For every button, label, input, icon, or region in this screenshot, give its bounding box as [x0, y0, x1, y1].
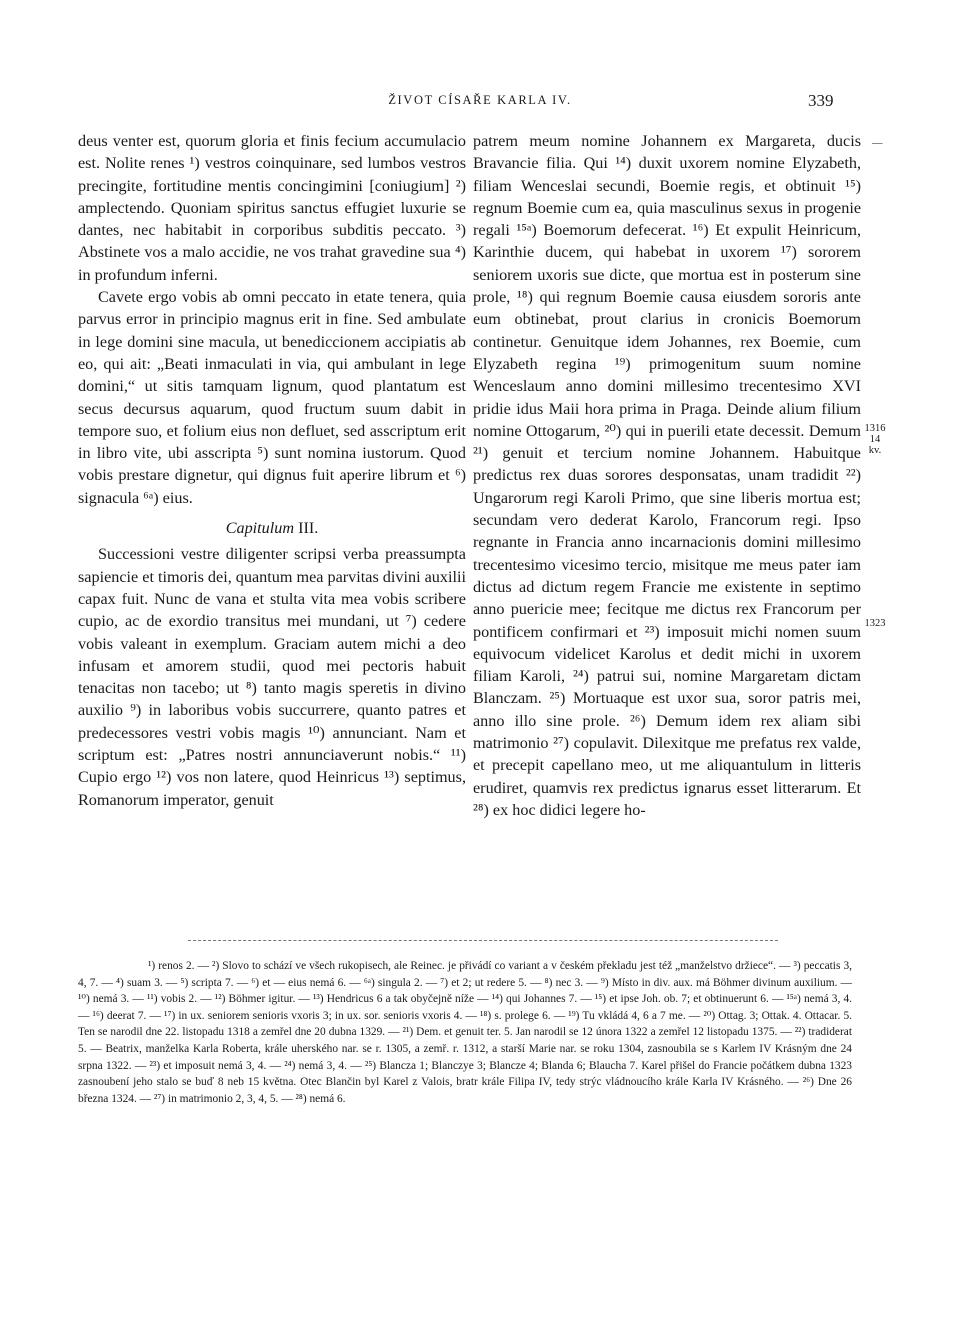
left-paragraph-1: deus venter est, quorum gloria et finis fecium accumulacio est. Nolite renes ¹) vestros coinquinare, sed lumbos vestros precingite, fortitudine mentis concingimini [coniugium] ²) amplectendo. Quoniam spiritus sanctus effugiet luxurie se dantes, nec habitabit in corporibus subditis peccato. ³) Abstinete vos a malo accidie, ne vos trahat gravedine sua ⁴) in profundum inferni.: [78, 132, 466, 284]
margin-note-month: kv.: [868, 445, 882, 456]
chapter-word: Capitulum: [225, 519, 295, 538]
margin-note-year: 1316: [864, 423, 886, 434]
margin-note-1323: 1323: [864, 618, 886, 629]
chapter-number: III.: [298, 519, 319, 538]
margin-note-1316: [860, 423, 890, 456]
right-paragraph-1: patrem meum nomine Johannem ex Margareta, ducis Bravancie filia. Qui ¹⁴) duxit uxorem nomine Elyzabeth, filiam Wenceslai secundi, Boemie regis, et obtinuit ¹⁵) regnum Boemie cum ea, quia masculinus sexus in progenie regali ¹⁵ᵃ) Boemorum defecerat. ¹⁶) Et expulit Heinricum, Karinthie ducem, qui habebat in uxorem ¹⁷) sororem seniorem uxoris sue dicte, que mortua est in posterum sine prole, ¹⁸) qui regnum Boemie causa eiusdem sororis ante eum obtinebat, prout clarius in cronicis Boemorum continetur. Genuitque idem Johannes, rex Boemie, cum Elyzabeth regina ¹⁹) primogenitum suum nomine Wenceslaum anno domini millesimo trecentesimo XVI pridie idus Maii hora prima in Praga. Deinde alium filium nomine Ottogarum, ²⁰) qui in puerili etate decessit. Demum ²¹) genuit et tercium nomine Johannem. Habuitque predictus rex duas sorores desponsatas, unam tradidit ²²) Ungarorum regi Karoli Primo, que sine liberis mortua est; secundam vero dederat Karolo, Francorum regi. Ipso regnante in Francia anno incarnacionis domini millesimo trecentesimo vicesimo tercio, misitque me meus pater iam dictus ad dictum regem Francie me existente in septimo anno puericie mee; fecitque me dictus rex Francorum per pontificem confirmari et ²³) imposuit michi nomen suum equivocum videlicet Karolus et dedit michi in uxorem filiam Karoli, ²⁴) patrui sui, nomine Margaretam dictam Blanczam. ²⁵) Mortuaque est uxor sua, soror patris mei, anno illo sine prole. ²⁶) Demum idem rex aliam sibi matrimonio ²⁷) copulavit. Dilexitque me prefatus rex valde, et precepit capellano meo, ut me aliquantulum in litteris erudiret, quamvis rex predictus ignarus esset litterarum. Et ²⁸) ex hoc didici legere ho-: [473, 132, 861, 819]
left-paragraph-3: Successioni vestre diligenter scripsi verba preassumpta sapiencie et timoris dei, quantum mea parvitas divini auxilii capax fuit. Nunc de vana et stulta vita mea vobis scribere cupio, ac de exordio transitus mei mundani, ut ⁷) cedere vobis valeant in exemplum. Graciam autem michi a deo infusam et amorem studii, quod mei pectoris habuit tenacitas non tacebo; ut ⁸) tanto magis speretis in divino auxilio ⁹) in laboribus vobis succurrere, quanto patres et predecessores vestri vobis magis ¹⁰) annunciant. Nam et scriptum est: „Patres nostri annunciaverunt nobis.“ ¹¹) Cupio ergo ¹²) vos non latere, quod Heinricus ¹³) septimus, Romanorum imperator, genuit: [78, 545, 466, 809]
footnotes: [78, 958, 852, 1107]
footnotes-text: ¹) renos 2. — ²) Slovo to schází ve všech rukopisech, ale Reinec. je přivádí co variant a v českém překladu jest též „manželstvo držiece“. — ³) peccatis 3, 4, 7. — ⁴) suam 3. — ⁵) scripta 7. — ⁶) et — eius nemá 6. — ⁶ᵃ) singula 2. — ⁷) et 2; ut redere 5. — ⁸) nec 3. — ⁹) Místo in div. aux. má Böhmer divinum auxilium. — ¹⁰) nemá 3. — ¹¹) vobis 2. — ¹²) Böhmer igitur. — ¹³) Hendricus 6 a tak obyčejně níže — ¹⁴) qui Johannes 7. — ¹⁵) et ipse Joh. ob. 7; et obtinuerunt 6. — ¹⁵ᵃ) nemá 3, 4. — ¹⁶) deerat 7. — ¹⁷) in ux. seniorem senioris vxoris 3; in ux. sor. senioris vxoris 4. — ¹⁸) s. prolege 6. — ¹⁹) Tu vkládá 4, 6 a 7 me. — ²⁰) Ottag. 3; Ottak. 4. Ottacar. 5. Ten se narodil dne 22. listopadu 1318 a zemřel dne 20 dubna 1329. — ²¹) Dem. et genuit ter. 5. Jan narodil se 12 února 1322 a zemřel 12 listopadu 1375. — ²²) tradiderat 5. — Beatrix, manželka Karla Roberta, krále uherského nar. se r. 1305, a zemř. r. 1312, a starší Marie nar. se roku 1304, zasnoubila se s Karlem IV Krásným dne 24 srpna 1322. — ²³) et imposuit nemá 3, 4. — ²⁴) nemá 3, 4. — ²⁵) Blancza 1; Blanczye 3; Blancze 4; Blanda 6; Blaucha 7. Karel přišel do Francie počátkem dubna 1323 zasnoubení jeho stalo se buď 8 neb 15 května. Otec Blančin byl Karel z Valois, bratr krále Filipa IV, tedy strýc vládnoucího krále Karla IV Krásného. — ²⁶) Dne 26 března 1324. — ²⁷) in matrimonio 2, 3, 4, 5. — ²⁸) nemá 6.: [78, 960, 852, 1105]
left-column: [78, 130, 466, 811]
running-title: ŽIVOT CÍSAŘE KARLA IV.: [388, 93, 572, 107]
footnote-divider: [188, 940, 778, 941]
margin-note-day: 14: [869, 434, 881, 445]
left-paragraph-2: Cavete ergo vobis ab omni peccato in etate tenera, quia parvus error in principio magnus erit in fine. Sed ambulate in lege domini sine macula, ut benediccionem accipiatis ab eo, qui ait: „Beati inmaculati in via, qui ambulant in lege domini,“ ut sitis tamquam lignum, quod plantatum est secus decursus aquarum, quod fructum suum dabit in tempore suo, et folium eius non defluet, sed asscriptum erit in libro vite, ubi asscripta ⁵) sunt nomina iustorum. Quod vobis prestare dignetur, qui dignus fuit aperire librum et ⁶) signacula ⁶ᵃ) eius.: [78, 288, 466, 507]
chapter-heading: [78, 517, 466, 539]
page-header: [0, 93, 960, 113]
right-column: [473, 130, 861, 821]
margin-dash: —: [872, 138, 883, 149]
page-number: 339: [808, 91, 834, 110]
